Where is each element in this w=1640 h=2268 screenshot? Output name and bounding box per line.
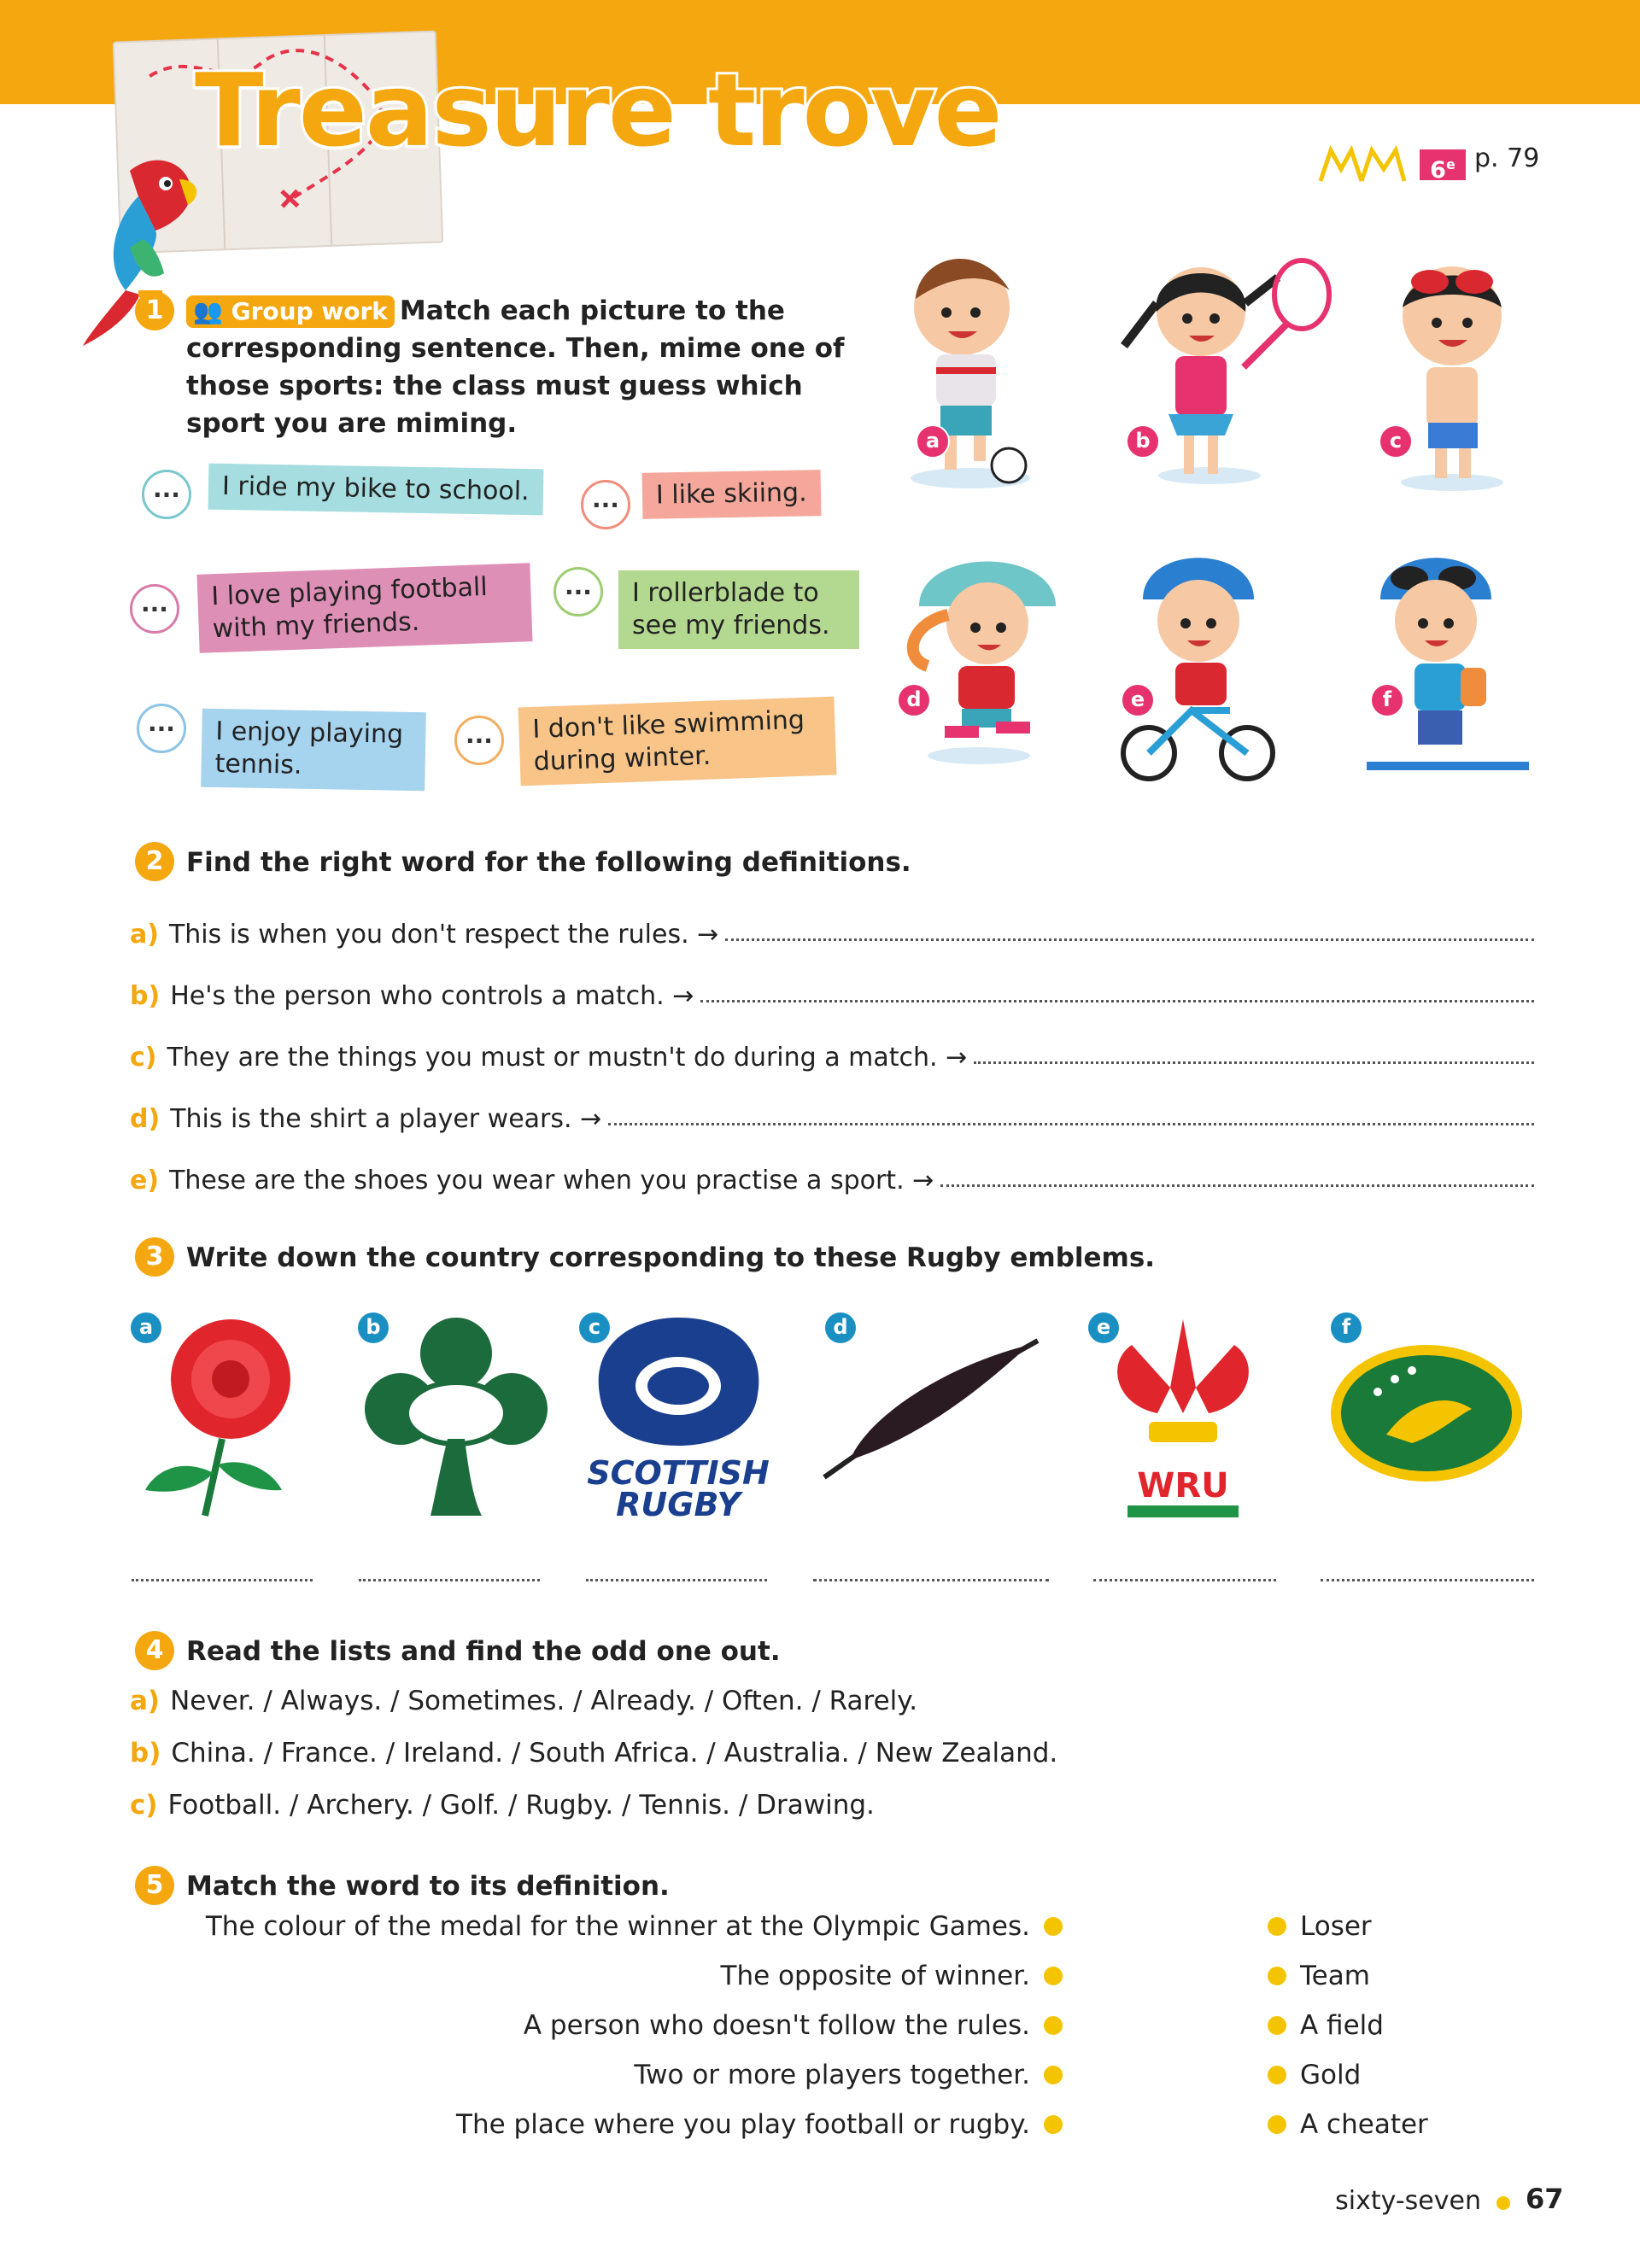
odd-list-a: a) Never. / Always. / Sometimes. / Already. / Often. / Rarely. bbox=[130, 1686, 918, 1716]
exercise-4-instruction: Read the lists and find the odd one out. bbox=[186, 1636, 781, 1667]
scottish-label-1: SCOTTISH bbox=[587, 1454, 770, 1492]
exercise-1-number: 1 bbox=[135, 291, 174, 330]
group-icon: 👥 bbox=[193, 297, 223, 325]
exercise-3-number: 3 bbox=[135, 1237, 174, 1277]
group-work-tag: 👥 Group work bbox=[186, 295, 395, 328]
odd-list-b: b) China. / France. / Ireland. / South Africa. / Australia. / New Zealand. bbox=[130, 1738, 1058, 1768]
picture-letter-a: a bbox=[916, 424, 950, 459]
kid-rollerblade-illustration bbox=[893, 538, 1064, 769]
ireland-shamrock-emblem bbox=[354, 1311, 559, 1524]
definition-row-b: b) He's the person who controls a match. → bbox=[130, 973, 1534, 1011]
answer-line-d[interactable] bbox=[608, 1123, 1534, 1125]
picture-letter-f: f bbox=[1370, 683, 1404, 717]
match-dot-left-4[interactable] bbox=[1044, 2066, 1063, 2084]
emblem-answer-line-d[interactable] bbox=[813, 1579, 1049, 1581]
definition-row-a: a) This is when you don't respect the rules. → bbox=[130, 912, 1534, 950]
picture-letter-d: d bbox=[897, 683, 931, 717]
exercise-2-number: 2 bbox=[135, 842, 174, 881]
wales-feathers-emblem bbox=[1098, 1311, 1268, 1524]
page-number-words: sixty-seven bbox=[1335, 2186, 1481, 2216]
emblem-answer-line-a[interactable] bbox=[132, 1579, 313, 1581]
exercise-2-instruction: Find the right word for the following definitions. bbox=[186, 847, 911, 878]
match-definition-5: The place where you play football or rugby. bbox=[456, 2109, 1063, 2140]
kid-cycling-illustration bbox=[1110, 540, 1281, 787]
emblem-letter-d: d bbox=[825, 1312, 856, 1343]
wru-label: WRU bbox=[1137, 1466, 1229, 1505]
definition-row-d: d) This is the shirt a player wears. → bbox=[130, 1096, 1534, 1134]
kid-football-illustration bbox=[885, 239, 1056, 495]
match-word-5: A cheater bbox=[1268, 2109, 1428, 2140]
answer-line-e[interactable] bbox=[940, 1184, 1534, 1187]
exercise-5-number: 5 bbox=[135, 1866, 174, 1905]
exercise-3-instruction: Write down the country corresponding to these Rugby emblems. bbox=[186, 1242, 1156, 1273]
emblem-answer-line-f[interactable] bbox=[1321, 1579, 1534, 1581]
kid-skiing-illustration bbox=[1358, 540, 1538, 787]
answer-bubble-6[interactable]: ... bbox=[454, 716, 504, 765]
match-dot-right-3[interactable] bbox=[1268, 2016, 1286, 2035]
reference-page: p. 79 bbox=[1474, 143, 1540, 173]
emblem-letter-b: b bbox=[358, 1312, 389, 1343]
odd-list-c: c) Football. / Archery. / Golf. / Rugby. / Tennis. / Drawing. bbox=[130, 1790, 875, 1821]
match-dot-right-5[interactable] bbox=[1268, 2115, 1286, 2134]
match-definition-4: Two or more players together. bbox=[634, 2060, 1063, 2090]
answer-bubble-2[interactable]: ... bbox=[581, 480, 630, 529]
answer-line-c[interactable] bbox=[974, 1061, 1534, 1064]
match-definition-3: A person who doesn't follow the rules. bbox=[524, 2010, 1063, 2041]
picture-letter-c: c bbox=[1379, 424, 1413, 459]
australia-wallaby-emblem bbox=[1327, 1341, 1527, 1490]
match-dot-right-2[interactable] bbox=[1268, 1967, 1286, 1985]
match-dot-right-1[interactable] bbox=[1268, 1917, 1286, 1936]
answer-bubble-4[interactable]: ... bbox=[554, 567, 603, 617]
answer-line-b[interactable] bbox=[700, 1000, 1534, 1002]
definition-row-c: c) They are the things you must or mustn't do during a match. → bbox=[130, 1035, 1534, 1073]
footer-dot bbox=[1496, 2196, 1510, 2210]
match-word-1: Loser bbox=[1268, 1911, 1372, 1942]
scottish-rugby-emblem bbox=[583, 1309, 775, 1523]
picture-letter-e: e bbox=[1121, 683, 1155, 717]
match-word-3: A field bbox=[1268, 2010, 1384, 2041]
answer-bubble-3[interactable]: ... bbox=[130, 584, 179, 634]
match-word-4: Gold bbox=[1268, 2060, 1361, 2090]
exercise-1-instruction: 👥 Group work Match each picture to the corresponding sentence. Then, mime one of those sports: the class must guess which sport you are miming. bbox=[186, 295, 845, 439]
page-number: 67 bbox=[1526, 2183, 1564, 2215]
definition-row-e: e) These are the shoes you wear when you practise a sport. → bbox=[130, 1158, 1534, 1195]
answer-bubble-1[interactable]: ... bbox=[142, 470, 191, 519]
sentence-sticker-6: I don't like swimming during winter. bbox=[518, 697, 837, 786]
picture-letter-b: b bbox=[1126, 424, 1160, 459]
sentence-sticker-5: I enjoy playing tennis. bbox=[201, 709, 426, 792]
emblem-letter-a: a bbox=[131, 1312, 161, 1343]
match-dot-right-4[interactable] bbox=[1268, 2066, 1286, 2084]
silver-fern-emblem bbox=[816, 1332, 1046, 1486]
page-title: Treasure trove bbox=[195, 51, 1001, 169]
emblem-letter-e: e bbox=[1088, 1312, 1119, 1343]
match-dot-left-1[interactable] bbox=[1044, 1917, 1063, 1936]
answer-bubble-5[interactable]: ... bbox=[137, 704, 186, 753]
match-definition-1: The colour of the medal for the winner at the Olympic Games. bbox=[206, 1911, 1063, 1942]
emblem-answer-line-e[interactable] bbox=[1093, 1579, 1276, 1581]
england-rose-emblem bbox=[137, 1311, 308, 1524]
emblem-answer-line-b[interactable] bbox=[359, 1579, 540, 1581]
match-dot-left-5[interactable] bbox=[1044, 2115, 1063, 2134]
sentence-sticker-1: I ride my bike to school. bbox=[208, 464, 544, 516]
sentence-sticker-3: I love playing football with my friends. bbox=[197, 563, 533, 653]
level-badge: 6e bbox=[1420, 149, 1466, 180]
exercise-4-number: 4 bbox=[135, 1631, 174, 1670]
sentence-sticker-2: I like skiing. bbox=[642, 470, 822, 519]
match-dot-left-3[interactable] bbox=[1044, 2016, 1063, 2035]
match-dot-left-2[interactable] bbox=[1044, 1967, 1063, 1985]
match-word-2: Team bbox=[1268, 1961, 1370, 1991]
exercise-5-instruction: Match the word to its definition. bbox=[186, 1871, 670, 1902]
sentence-sticker-4: I rollerblade to see my friends. bbox=[618, 570, 859, 649]
scottish-label-2: RUGBY bbox=[616, 1486, 741, 1523]
book-reference-icon bbox=[1315, 143, 1408, 188]
match-definition-2: The opposite of winner. bbox=[721, 1961, 1063, 1991]
emblem-letter-c: c bbox=[579, 1312, 610, 1343]
answer-line-a[interactable] bbox=[725, 938, 1534, 941]
emblem-answer-line-c[interactable] bbox=[586, 1579, 767, 1581]
emblem-letter-f: f bbox=[1331, 1312, 1362, 1343]
